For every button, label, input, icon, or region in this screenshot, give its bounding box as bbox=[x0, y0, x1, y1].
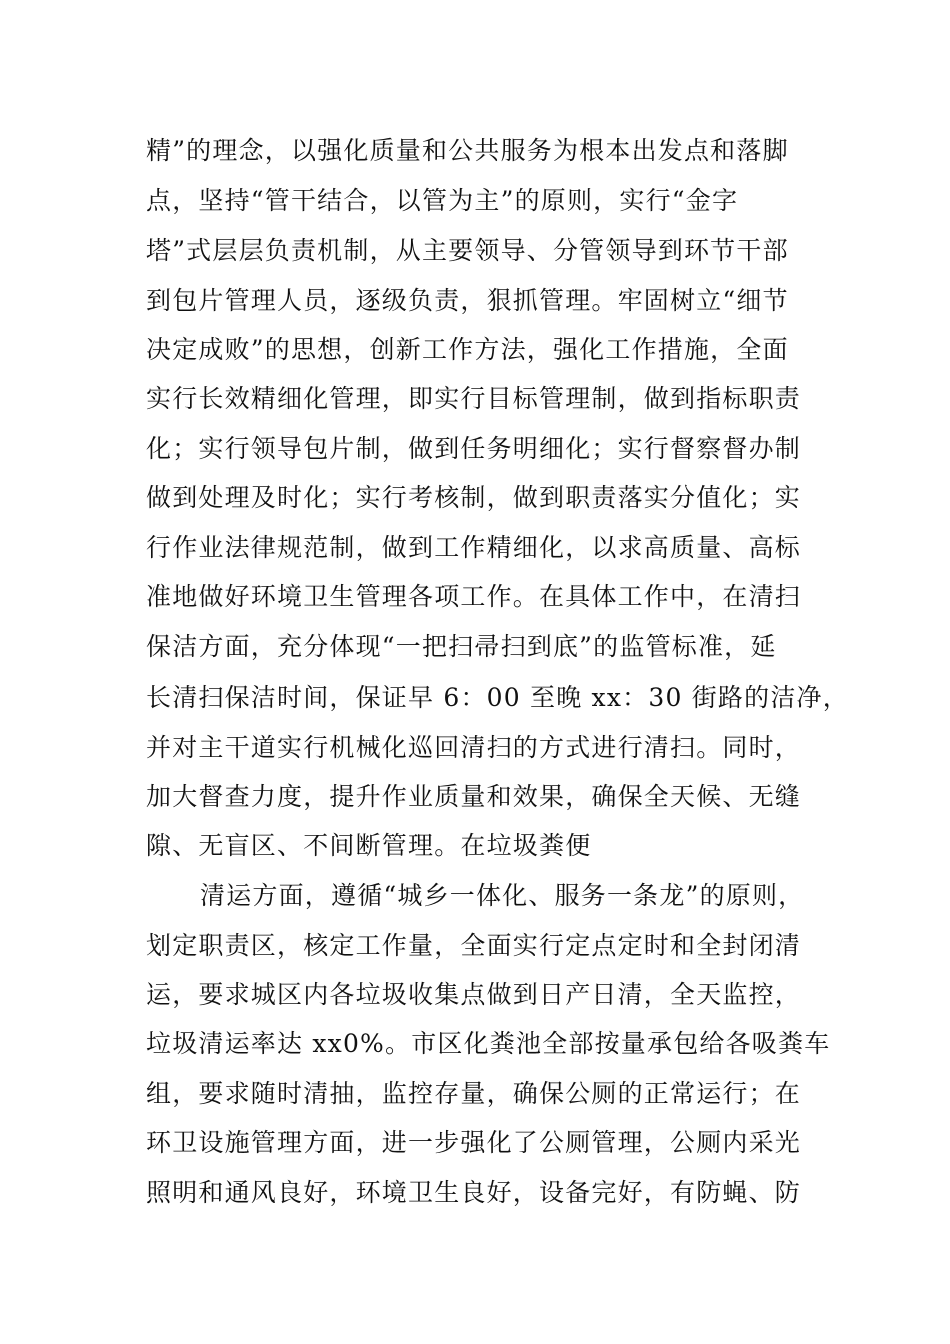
text-line: 保洁方面，充分体现“一把扫帚扫到底”的监管标准，延 bbox=[146, 632, 777, 661]
text-line: 加大督查力度，提升作业质量和效果，确保全天候、无缝 bbox=[146, 782, 802, 811]
text-line: 垃圾清运率达 xx0%。市区化粪池全部按量承包给各吸粪车 bbox=[146, 1029, 831, 1058]
text-line: 环卫设施管理方面，进一步强化了公厕管理，公厕内采光 bbox=[146, 1128, 802, 1157]
text-line: 长清扫保洁时间，保证早 6：00 至晚 xx：30 街路的洁净， bbox=[146, 683, 849, 712]
text-line: 到包片管理人员，逐级负责，狠抓管理。牢固树立“细节 bbox=[146, 286, 789, 315]
text-line: 决定成败”的思想，创新工作方法，强化工作措施，全面 bbox=[146, 335, 789, 364]
text-line: 精”的理念，以强化质量和公共服务为根本出发点和落脚 bbox=[146, 136, 789, 165]
text-line: 点，坚持“管干结合，以管为主”的原则，实行“金字 bbox=[146, 186, 739, 215]
text-line: 并对主干道实行机械化巡回清扫的方式进行清扫。同时， bbox=[146, 733, 802, 762]
text-line: 行作业法律规范制，做到工作精细化，以求高质量、高标 bbox=[146, 533, 802, 562]
text-line: 化；实行领导包片制，做到任务明细化；实行督察督办制 bbox=[146, 434, 802, 463]
text-line: 运，要求城区内各垃圾收集点做到日产日清，全天监控， bbox=[146, 980, 802, 1009]
text-line: 隙、无盲区、不间断管理。在垃圾粪便 bbox=[146, 831, 592, 860]
text-line: 照明和通风良好，环境卫生良好，设备完好，有防蝇、防 bbox=[146, 1178, 802, 1207]
text-line: 组，要求随时清抽，监控存量，确保公厕的正常运行；在 bbox=[146, 1079, 802, 1108]
text-line: 准地做好环境卫生管理各项工作。在具体工作中，在清扫 bbox=[146, 582, 802, 611]
text-line: 清运方面，遵循“城乡一体化、服务一条龙”的原则， bbox=[200, 881, 805, 910]
text-line: 塔”式层层负责机制，从主要领导、分管领导到环节干部 bbox=[146, 236, 789, 265]
text-line: 划定职责区，核定工作量，全面实行定点定时和全封闭清 bbox=[146, 931, 802, 960]
text-line: 做到处理及时化；实行考核制，做到职责落实分值化；实 bbox=[146, 483, 802, 512]
text-line: 实行长效精细化管理，即实行目标管理制，做到指标职责 bbox=[146, 384, 802, 413]
